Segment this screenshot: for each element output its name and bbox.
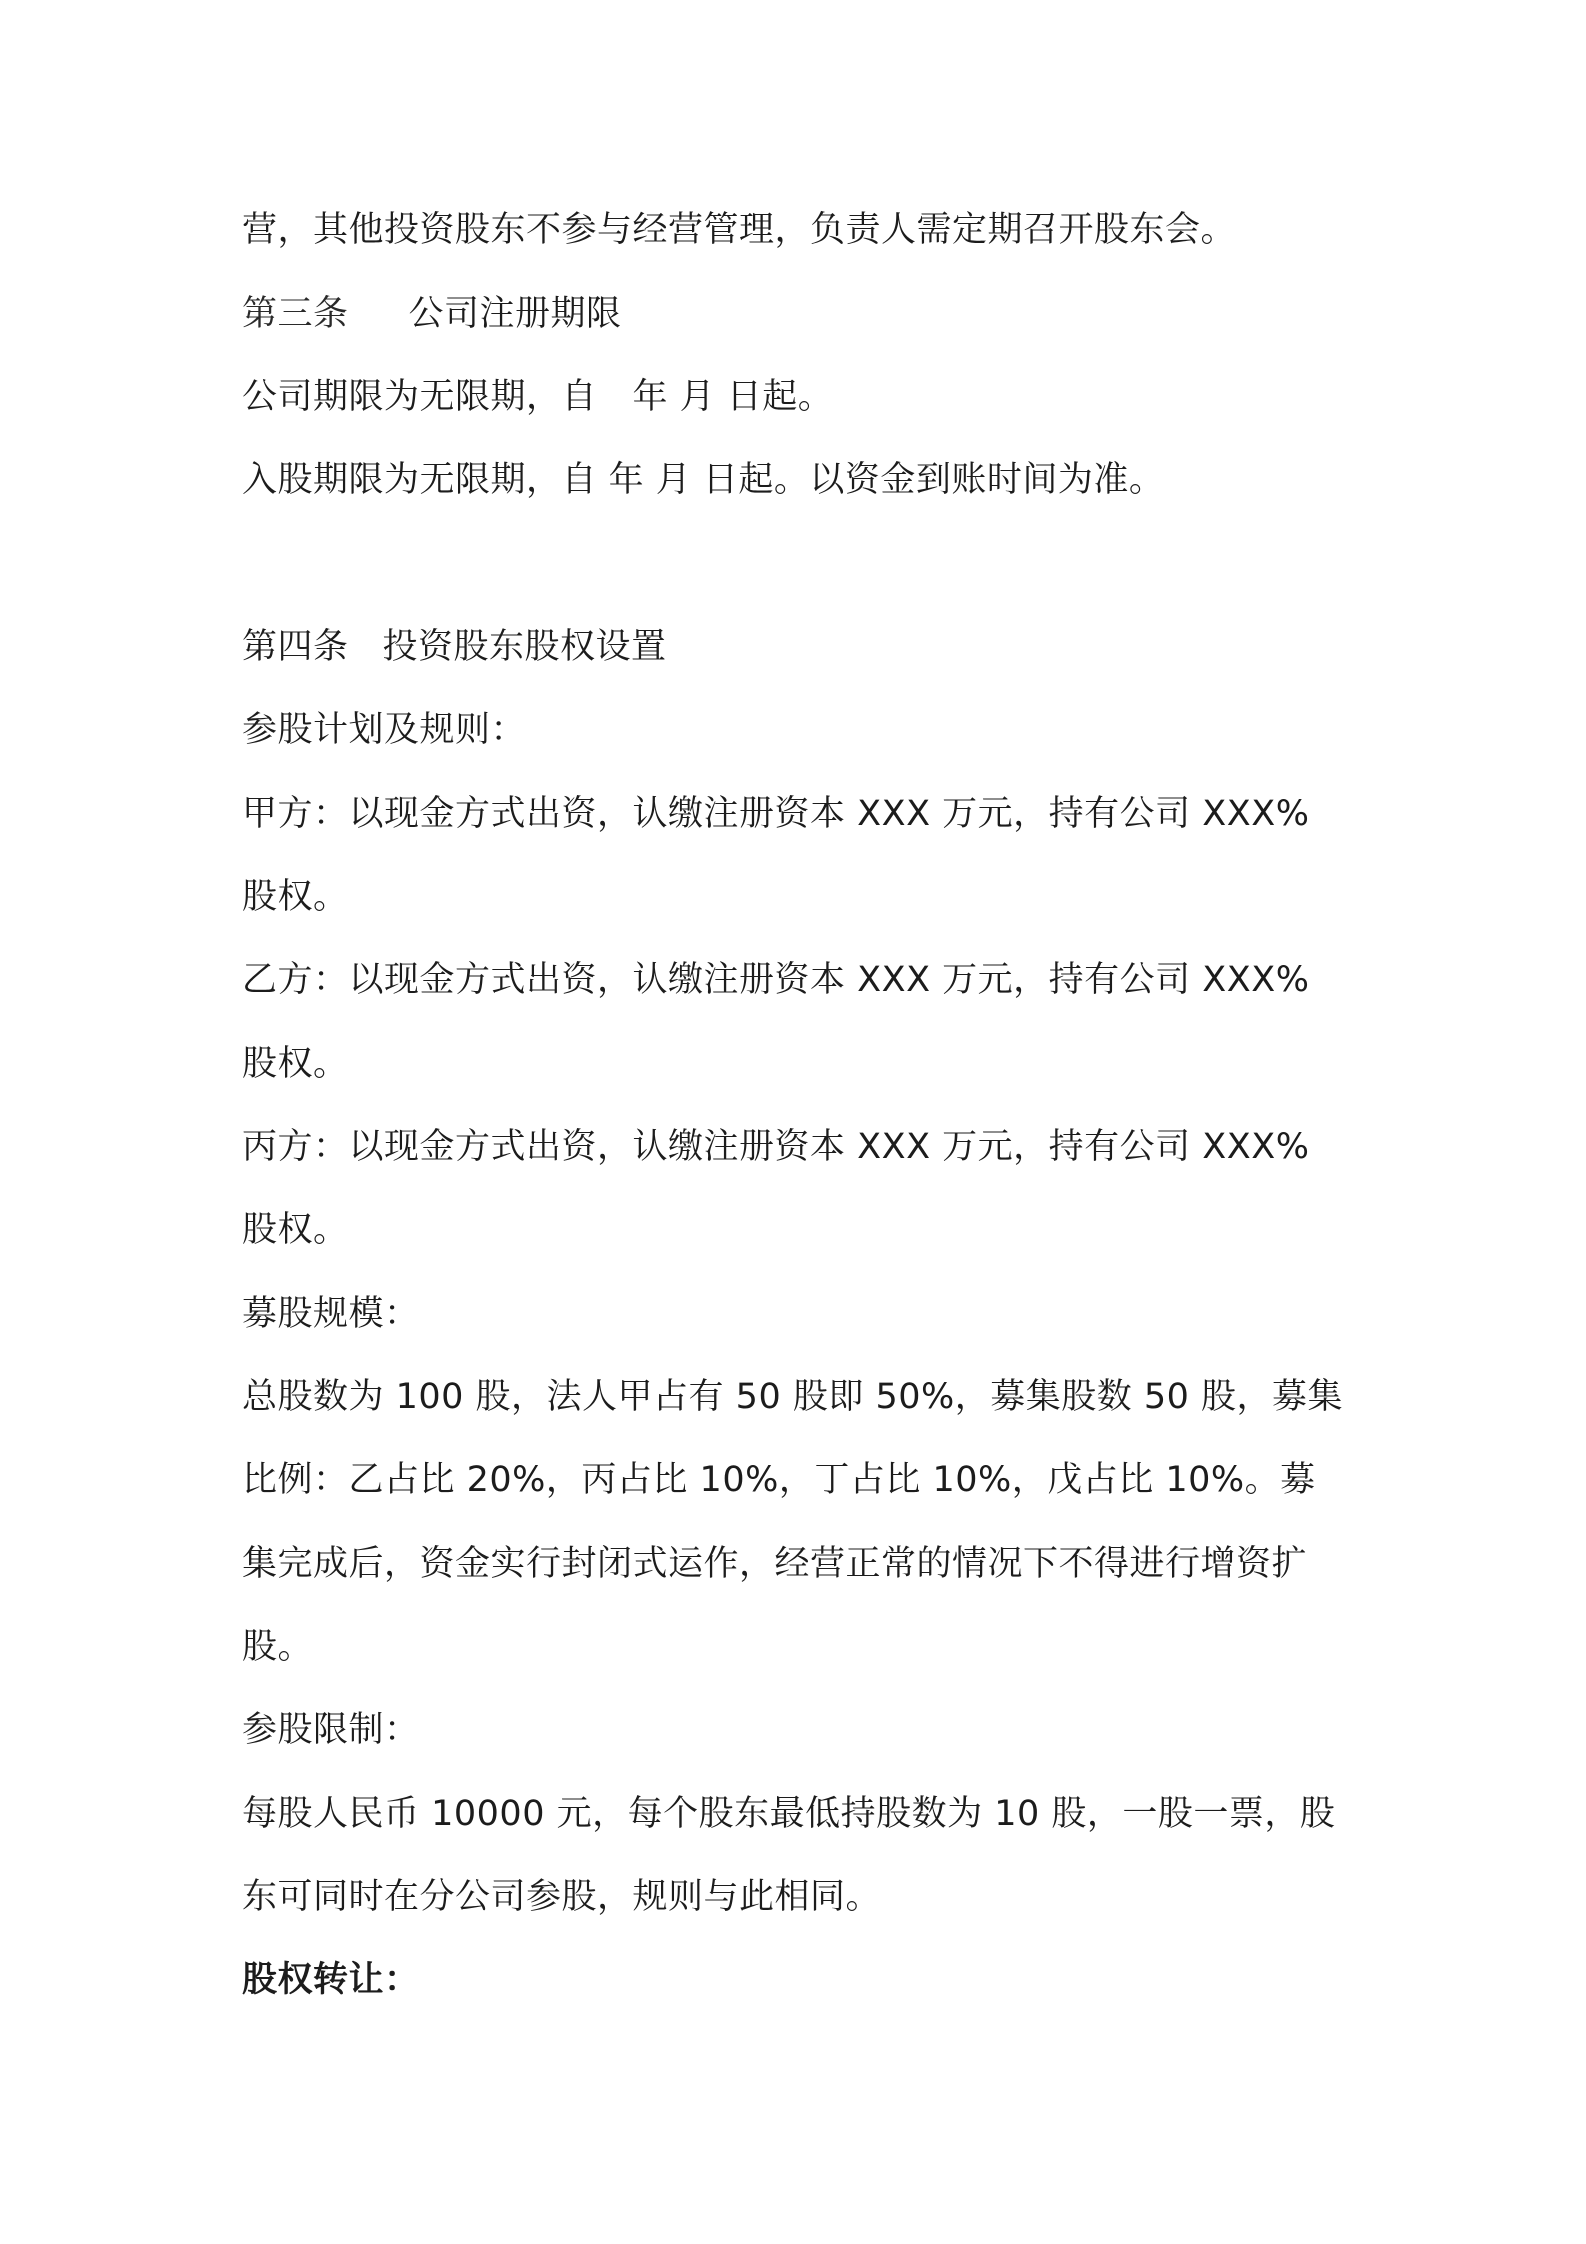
- text-line-12: 总股数为 100 股，法人甲占有 50 股即 50%，募集股数 50 股，募集: [242, 1377, 1344, 1417]
- text-line-17: 每股人民币 10000 元，每个股东最低持股数为 10 股，一股一票，股: [242, 1794, 1336, 1834]
- text-line-14: 集完成后，资金实行封闭式运作，经营正常的情况下不得进行增资扩: [242, 1544, 1308, 1584]
- text-line-5: 甲方：以现金方式出资，认缴注册资本 XXX 万元，持有公司 XXX%: [242, 794, 1310, 834]
- text-line-8: 股权。: [242, 1044, 349, 1084]
- text-line-13: 比例：乙占比 20%，丙占比 10%，丁占比 10%，戊占比 10%。募: [242, 1460, 1316, 1500]
- article-4-heading: [242, 625, 1362, 669]
- text-line-11: 募股规模：: [242, 1294, 420, 1334]
- text-line-10: 股权。: [242, 1210, 349, 1250]
- text-line-7: 乙方：以现金方式出资，认缴注册资本 XXX 万元，持有公司 XXX%: [242, 960, 1310, 1000]
- text-line-1: 营，其他投资股东不参与经营管理，负责人需定期召开股东会。: [242, 210, 1237, 250]
- text-line-4: 参股计划及规则：: [242, 710, 527, 750]
- article-3-heading: [242, 292, 1362, 336]
- text-line-2: 公司期限为无限期，自 年 月 日起。: [242, 377, 834, 417]
- article-4-title: 投资股东股权设置: [382, 627, 667, 667]
- text-line-15: 股。: [242, 1627, 314, 1667]
- text-line-6: 股权。: [242, 877, 349, 917]
- text-line-19-heading: 股权转让：: [242, 1960, 420, 2000]
- article-4-number: 第四条: [242, 627, 349, 667]
- text-line-16: 参股限制：: [242, 1710, 420, 1750]
- text-line-9: 丙方：以现金方式出资，认缴注册资本 XXX 万元，持有公司 XXX%: [242, 1127, 1310, 1167]
- article-3-title: 公司注册期限: [408, 294, 622, 334]
- text-line-18: 东可同时在分公司参股，规则与此相同。: [242, 1877, 882, 1917]
- article-3-number: 第三条: [242, 294, 349, 334]
- text-line-3: 入股期限为无限期，自 年 月 日起。以资金到账时间为准。: [242, 460, 1165, 500]
